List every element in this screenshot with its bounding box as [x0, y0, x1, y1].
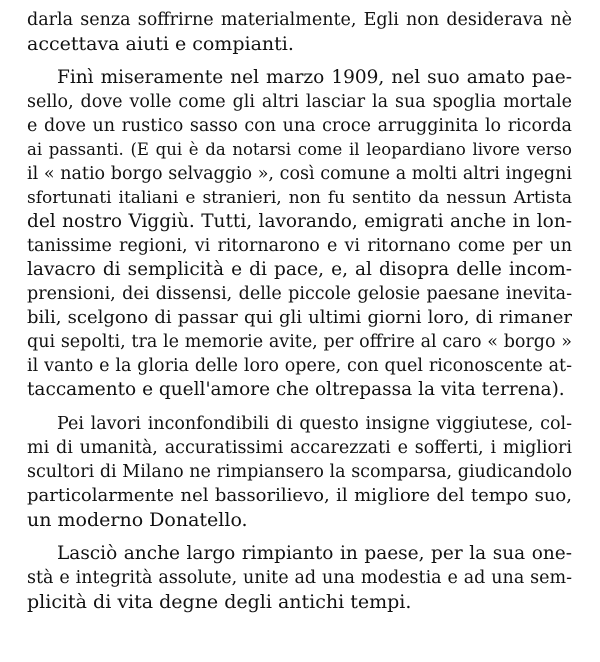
text-line: plicità di vita degne degli antichi tempi. — [27, 591, 412, 613]
text-line: Pei lavori inconfondibili di questo insigne viggiutese, col- — [57, 414, 572, 434]
text-line: particolarmente nel bassorilievo, il migliore del tempo suo, — [27, 485, 572, 506]
text-line: scultori di Milano ne rimpiansero la scomparsa, giudicandolo — [27, 462, 572, 482]
text-line: Finì miseramente nel marzo 1909, nel suo amato pae- — [57, 67, 572, 88]
text-line: Lasciò anche largo rimpianto in paese, per la sua one- — [57, 543, 572, 564]
text-line: qui sepolti, tra le memorie avite, per offrire al caro « borgo » — [27, 332, 572, 352]
text-line: e dove un rustico sasso con una croce arrugginita lo ricorda — [27, 116, 572, 136]
text-line: accettava aiuti e compianti. — [27, 33, 294, 55]
text-line: lavacro di semplicità e di pace, e, al disopra delle incom- — [27, 259, 572, 280]
text-line: stà e integrità assolute, unite ad una modestia e ad una sem- — [27, 568, 572, 588]
text-line: un moderno Donatello. — [27, 509, 248, 531]
text-line: prensioni, dei dissensi, delle piccole gelosie paesane inevita- — [27, 284, 572, 304]
text-line: bili, scelgono di passar qui gli ultimi giorni loro, di rimaner — [27, 307, 572, 328]
text-line: mi di umanità, accuratissimi accarezzati e sofferti, i migliori — [27, 438, 572, 458]
text-line: taccamento e quell'amore che oltrepassa la vita terrena). — [27, 379, 565, 400]
text-line: il « natio borgo selvaggio », così comune a molti altri ingegni — [27, 164, 572, 184]
text-line: sello, dove volle come gli altri lasciar la sua spoglia mortale — [27, 92, 572, 112]
text-line: ai passanti. (E qui è da notarsi come il leopardiano livore verso — [27, 140, 572, 159]
text-line: il vanto e la gloria delle loro opere, con quel riconoscente at- — [27, 356, 572, 376]
text-line: tanissime regioni, vi ritornarono e vi ritornano come per un — [27, 236, 572, 256]
text-line: sfortunati italiani e stranieri, non fu sentito da nessun Artista — [27, 188, 572, 208]
text-line: darla senza soffrirne materialmente, Egli non desiderava nè — [27, 10, 572, 30]
text-line: del nostro Viggiù. Tutti, lavorando, emigrati anche in lon- — [27, 211, 572, 232]
